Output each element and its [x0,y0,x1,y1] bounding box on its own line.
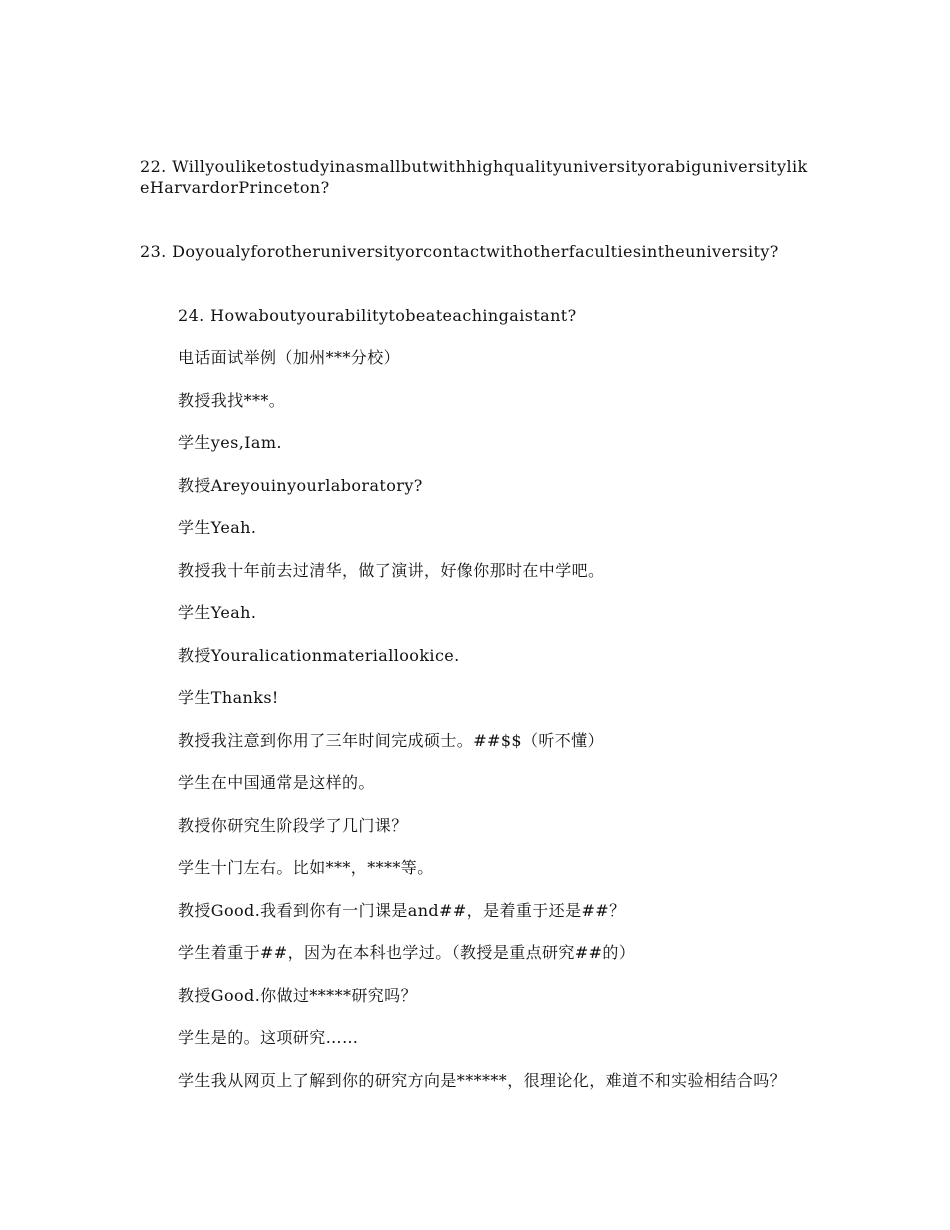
dialogue-line: 教授Good.我看到你有一门课是and##，是着重于还是##？ [178,901,626,920]
question-24: 24. Howaboutyourabilitytobeateachingaistant? [178,306,577,325]
dialogue-line: 学生Yeah. [178,603,257,622]
dialogue-line: 学生在中国通常是这样的。 [178,773,375,792]
dialogue-line: 教授我找***。 [178,391,286,410]
dialogue-line: 教授Good.你做过*****研究吗？ [178,986,417,1005]
dialogue-line: 教授Youralicationmateriallookice. [178,646,460,665]
dialogue-line: 学生是的。这项研究…… [178,1028,359,1047]
dialogue-line: 学生十门左右。比如***，****等。 [178,858,434,877]
question-22: 22. WillyouliketostudyinasmallbutwithhighqualityuniversityorabiguniversitylikeHarvardorPrinceton? [140,157,808,197]
dialogue-line: 学生Yeah. [178,518,257,537]
dialogue-line: 学生着重于##，因为在本科也学过。（教授是重点研究##的） [178,943,636,962]
dialogue-line: 学生Thanks! [178,688,279,707]
dialogue-line: 教授Areyouinyourlaboratory? [178,476,423,495]
section-heading: 电话面试举例（加州***分校） [178,348,401,367]
dialogue-line: 教授我注意到你用了三年时间完成硕士。##$$（听不懂） [178,731,604,750]
dialogue-line: 学生我从网页上了解到你的研究方向是******，很理论化，难道不和实验相结合吗？ [178,1071,787,1090]
dialogue-line: 学生yes,Iam. [178,433,282,452]
question-23: 23. Doyoualyforotheruniversityorcontactwithotherfacultiesintheuniversity? [140,242,779,261]
dialogue-line: 教授我十年前去过清华，做了演讲，好像你那时在中学吧。 [178,561,605,580]
dialogue-line: 教授你研究生阶段学了几门课？ [178,816,408,835]
